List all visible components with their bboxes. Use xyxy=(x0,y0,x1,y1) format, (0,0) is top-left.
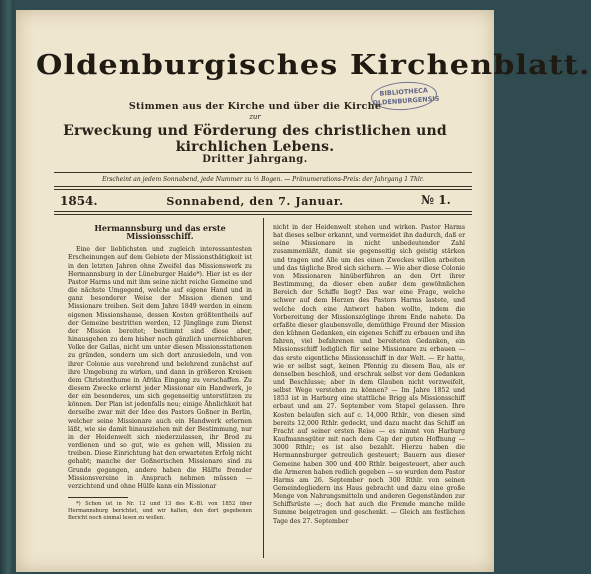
dateline-year: 1854. xyxy=(60,194,98,208)
masthead-subtitle-2: Erweckung und Förderung des christlichen und kirchlichen Lebens. xyxy=(63,123,447,155)
column-left xyxy=(68,224,252,521)
masthead-title: Oldenburgisches Kirchenblatt. xyxy=(36,50,591,81)
article-text-right: nicht in der Heidenwelt stehen und wirken. Pastor Harms hat dieses selber erkannt, und vermeidet ihn dadurch, daß er seine Missionare in nicht unbedeutender Zahl zusammenläßt, damit sie gegenseitig sich geistig stärken und tragen und Alle um des einen Zweckes willen arbeiten und das tägliche Brod sich sichern. — Wie aber diese Colonie von Missionaren hinüberführen an den Ort ihrer Bestimmung, da dieser eben außer dem gewöhnlichen Bereich der Schiffe liegt? Das war eine Frage, welche schwer auf dem Herzen des Pastors Harms lastete, und welche doch eine Antwort haben wollte, indem die Vorbereitung der Missionszöglinge ihrem Ende nahete. Da erfaßte dieser glaubensvolle, demüthige Freund der Mission den kühnen Gedanken, ein eigenes Schiff zu erbauen und ihn fahren, viel befahrenen und bereiteten Gedanken, ein Missionsschiff lediglich für seine Missionare zu erbauen — das erste eigentliche Missionsschiff in der Welt. — Er hatte, wie er selbst sagt, keinen Pfennig zu diesem Bau, als er denselben beschloß, und erschrak selbst vor dem Gedanken und Beschlusse; aber in dem Glauben nicht verzweifelt, selbst Wege verstehen zu können? — Im Jahre 1852 und 1853 ist in Harburg eine stattliche Brigg als Missionsschiff erbaut und am 27. September vom Stapel gelassen. Ihre Kosten belaufen sich auf c. 14,000 Rthlr., von diesen sind bereits 12,000 Rthlr. gedeckt, und dazu macht das Schiff an Fracht auf seiner ersten Reise — es nimmt von Harburg Kaufmannsgüter mit nach dem Cap der guten Hoffnung — 3000 Rthlr.; es ist also bezahlt. Hierzu haben die Hermannsburger getreulich gesteuert; Bauern aus dieser Gemeine haben 300 und 400 Rthlr. beigesteuert, aber auch die Armeren haben redlich gegeben — so wurden dem Pastor Harms am 26. September noch 300 Rthlr. von seinen Gemeindegliedern ins Haus gebracht und dazu eine große Menge von Nahrungsmitteln und anderen Gegenständen zur Schiffsrüste —; doch hat auch die Fremde manche milde Summe beigetragen und geschenkt. — Gleich am festlichen Tage des 27. September xyxy=(273,224,465,525)
dateline-rule xyxy=(54,211,472,215)
stamp-line-2: OLDENBURGENSIS xyxy=(372,94,440,108)
column-divider xyxy=(263,218,264,558)
publication-info: Erscheint an jedem Sonnabend, jede Nummer zu ½ Bogen. — Pränumerations-Preis: der Jahrgang 1 Thlr. xyxy=(102,176,424,183)
dateline-issue: № 1. xyxy=(421,193,451,207)
column-right xyxy=(273,224,465,526)
footnote: *) Schon ist in Nr. 12 und 13 des K.-Bl. von 1852 über Hermannsburg berichtet, und wir halten, den dort gegebenen Bericht noch einmal lesen zu wollen. xyxy=(68,501,252,521)
footnote-rule xyxy=(68,497,128,498)
stamp-line-1: BIBLIOTHECA xyxy=(379,86,429,98)
dateline-date: Sonnabend, den 7. Januar. xyxy=(166,195,344,208)
article-title: Hermannsburg und das erste Missionsschiff. xyxy=(94,223,226,242)
book-spine xyxy=(0,0,14,574)
newspaper-page xyxy=(16,10,591,572)
masthead-subtitle-connector: zur xyxy=(249,113,261,121)
volume-label: Dritter Jahrgang. xyxy=(202,154,308,165)
header-rule-top xyxy=(54,172,472,173)
article-text-left: Eine der lieblichsten und zugleich interessantesten Erscheinungen auf dem Gebiete der Missionsthätigkeit ist in den letzten Jahren ohne Zweifel das Missionswerk zu Hermannsburg in der Lüneburger Haide*). Hier ist es der Pastor Harms und mit ihm seine nicht reiche Gemeine und die nächste Umgegend, welche auf eigene Hand und in ganz besonderer Weise der Mission dienen und Missionare treiben. Seit dem Jahre 1849 werden in einem eigenen Missionshause, dessen Kosten größtentheils auf der Gemeine bestritten werden, 12 Jünglinge zum Dienst der Mission bereitet; bestimmt sind diese aber, hinausgehen zu dem bisher noch gänzlich unerreichbaren Volke der Gallas, nicht um unter diesen Missionsstationen zu gründen, sondern um sich dort anzusiedeln, und von ihrer Colonie aus verehrend und belehrend zunächst auf ihre Umgebung zu wirken, und dann in größeren Kreisen dem Christenthume in Afrika Eingang zu verschaffen. Zu diesem Zwecke erlernt jeder Missionar ein Handwerk, je der ein besonderes, um sich gegenseitig unterstützen zu können. Der Plan ist jedenfalls neu; einige Ähnlichkeit hat derselbe zwar mit der Idee des Pastors Goßner in Berlin, welcher seine Missionare auch ein Handwerk erlernen läßt, wie sie damit hinausziehen mit der Bestimmung, nur in der Heidenwelt sich niederzulassen, ihr Brod zu verdienen und so gut, wie es gehen will, Mission zu treiben. Diese Einrichtung hat den erwarteten Erfolg nicht gehabt; manche der Goßnerischen Missionare sind zu Grunde gegangen, andere haben die Hälfte fremder Missionsvereine in Anspruch nehmen müssen — verzichtend und ohne Hülfe kann ein Missionar xyxy=(68,246,252,490)
masthead-subtitle-1: Stimmen aus der Kirche und über die Kirche xyxy=(128,101,382,112)
header-rule-double xyxy=(54,186,472,190)
